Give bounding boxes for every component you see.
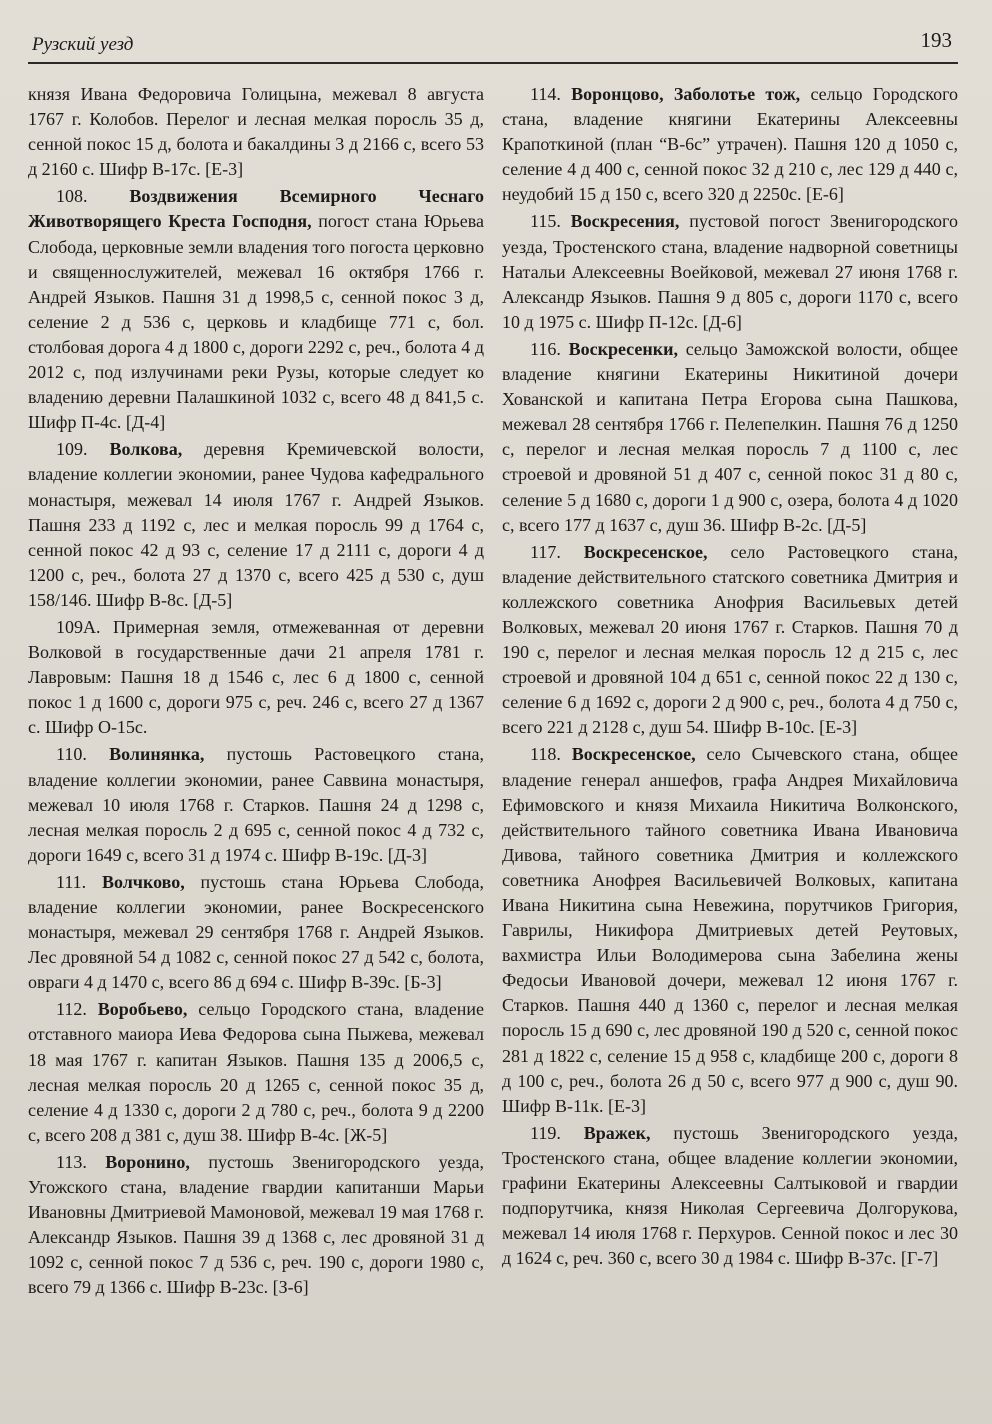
entry-number: 117. bbox=[530, 541, 561, 562]
entry-number: 115. bbox=[530, 211, 561, 232]
entry-number: 111. bbox=[56, 871, 87, 892]
catalog-entry bbox=[502, 337, 958, 538]
catalog-entry bbox=[502, 742, 958, 1118]
entry-text: сельцо Заможской волости, общее владение княгини Екатерины Никитиной дочери Хованской и капитана Петра Егорова сына Пашкова, межевал 28 сентября 1766 г. Пелепелкин. Пашня 76 д 1250 с, перелог и лесная мелкая поросль 7 д 1100 с, лес строевой и дровяной 51 д 407 с, сенной покос 31 д 80 с, селение 5 д 1680 с, дороги 1 д 900 с, озера, болота 4 д 1020 с, всего 177 д 1637 с, душ 36. Шифр В-2с. [Д-5] bbox=[502, 338, 959, 535]
entry-number: 114. bbox=[530, 84, 561, 104]
catalog-entry bbox=[28, 615, 484, 740]
entry-text: село Растовецкого стана, владение действительного статского советника Дмитрия и коллежского советника Анофрия Васильевых детей Волковых, межевал 20 июня 1767 г. Старков. Пашня 70 д 190 с, перелог и лесная мелкая поросль 12 д 215 с, лес строевой и дровяной 104 д 651 с, сенной покос 22 д 130 с, селение 6 д 1692 с, дороги 2 д 900 с, реч., болота 4 д 750 с, всего 221 д 2128 с, душ 54. Шифр В-10с. [Е-3] bbox=[502, 541, 959, 738]
entry-title: Вражек, bbox=[583, 1122, 651, 1143]
entry-title: Воронино, bbox=[105, 1151, 190, 1172]
entry-number: 110. bbox=[56, 744, 87, 765]
page-number: 193 bbox=[920, 28, 952, 52]
catalog-entry bbox=[28, 82, 484, 182]
entry-number: 116. bbox=[530, 338, 561, 359]
entry-number: 112. bbox=[56, 999, 87, 1020]
catalog-entry bbox=[28, 870, 484, 995]
catalog-entry bbox=[502, 209, 958, 334]
entry-text: сельцо Городского стана, владение княгини Екатерины Алексеевны Крапоткиной (план “В-6с” утрачен). Пашня 120 д 1050 с, селение 4 д 400 с, сенной покос 32 д 210 с, лес 129 д 440 с, неудобий 15 д 150 с, всего 320 д 2250с. [Е-6] bbox=[502, 84, 959, 205]
entry-title: Воскресенское, bbox=[571, 744, 696, 765]
text-columns bbox=[28, 82, 958, 1303]
entry-title: Волчково, bbox=[101, 871, 185, 892]
catalog-entry bbox=[28, 1150, 484, 1301]
right-column bbox=[502, 82, 958, 1303]
catalog-entry bbox=[502, 1121, 958, 1272]
entry-title: Воробьево, bbox=[97, 999, 188, 1020]
entry-title: Волинянка, bbox=[109, 744, 205, 765]
entry-text: пустошь стана Юрьева Слобода, владение коллегии экономии, ранее Воскресенского монастыря, межевал 29 сентября 1768 г. Андрей Языков. Лес дровяной 54 д 1082 с, сенной покос 27 д 542 с, болота, овраги 4 д 1470 с, всего 86 д 694 с. Шифр В-39с. [Б-3] bbox=[28, 871, 485, 993]
entry-number: 109. bbox=[56, 439, 88, 460]
catalog-entry bbox=[502, 540, 958, 741]
entry-text: пустошь Звенигородского уезда, Тростенского стана, общее владение коллегии экономии, графини Екатерины Алексеевны Салтыковой и гвардии подпорутчика, князя Николая Сергеевича Долгорукова, межевал 14 июля 1768 г. Перхуров. Сенной покос и лес 30 д 1624 с, реч. 360 с, всего 30 д 1984 с. Шифр В-37с. [Г-7] bbox=[502, 1122, 959, 1269]
entry-title: Воскресенское, bbox=[583, 541, 708, 562]
catalog-entry bbox=[28, 437, 484, 613]
page-header bbox=[28, 22, 958, 64]
entry-text: пустошь Звенигородского уезда, Угожского стана, владение гвардии капитанши Марьи Ивановны Дмитриевой Мамоновой, межевал 19 мая 1768 г. Александр Языков. Пашня 39 д 1368 с, лес дровяной 31 д 1092 с, сенной покос 7 д 536 с, реч. 190 с, дороги 1980 с, всего 79 д 1366 с. Шифр В-23с. [З-6] bbox=[28, 1151, 485, 1298]
catalog-entry bbox=[28, 997, 484, 1148]
catalog-entry bbox=[502, 82, 958, 207]
entry-number: 108. bbox=[56, 186, 88, 207]
entry-title: Воскресенки, bbox=[568, 338, 678, 359]
entry-text: князя Ивана Федоровича Голицына, межевал 8 августа 1767 г. Колобов. Перелог и лесная мелкая поросль 35 д, сенной покос 15 д, болота и бакалдины 3 д 2166 с, всего 53 д 2160 с. Шифр В-17с. [Е-3] bbox=[28, 84, 484, 180]
entry-text: пустовой погост Звенигородского уезда, Тростенского стана, владение надворной советницы Натальи Алексеевны Воейковой, межевал 27 июня 1768 г. Александр Языков. Пашня 9 д 805 с, дороги 1170 с, всего 10 д 1975 с. Шифр П-12с. [Д-6] bbox=[502, 211, 958, 332]
entry-title: Волкова, bbox=[109, 439, 183, 460]
entry-text: 109А. Примерная земля, отмежеванная от деревни Волковой в государственные дачи 21 апреля 1781 г. Лавровым: Пашня 18 д 1546 с, лес 6 д 1800 с, сенной покос 1 д 1600 с, дороги 975 с, реч. 246 с, всего 27 д 1367 с. Шифр О-15с. bbox=[28, 616, 484, 738]
left-column bbox=[28, 82, 484, 1303]
entry-number: 113. bbox=[56, 1151, 87, 1172]
entry-text: пустошь Растовецкого стана, владение коллегии экономии, ранее Саввина монастыря, межевал 10 июля 1768 г. Старков. Пашня 24 д 1298 с, лесная мелкая поросль 2 д 695 с, сенной покос 4 д 732 с, дороги 1649 с, всего 31 д 1974 с. Шифр В-19с. [Д-3] bbox=[28, 744, 485, 865]
entry-number: 119. bbox=[530, 1122, 561, 1143]
entry-title: Воронцово, Заболотье тож, bbox=[571, 84, 801, 104]
entry-number: 118. bbox=[530, 744, 561, 765]
entry-title: Воскресения, bbox=[570, 211, 680, 232]
entry-text: село Сычевского стана, общее владение генерал аншефов, графа Андрея Михайловича Ефимовского и князя Михаила Никитича Волконского, действительного тайного советника Ивана Ивановича Дивова, тайного советника Дмитрия и коллежского советника Анофрея Васильевичей Волковых, капитана Ивана Никитина сына Невежина, порутчиков Григория, Гаврилы, Никифора Дмитриевых детей Реутовых, вахмистра Ильи Володимерова сына Забелина жены Федосьи Ивановой дочери, межевал 12 июня 1767 г. Старков. Пашня 440 д 1360 с, перелог и лесная мелкая поросль 15 д 690 с, лес дровяной 190 д 520 с, сенной покос 281 д 1822 с, селение 15 д 958 с, кладбище 200 с, дороги 8 д 100 с, реч., болота 26 д 50 с, всего 977 д 900 с, душ 90. Шифр В-11к. [Е-3] bbox=[502, 744, 959, 1116]
entry-title: Воздвижения Всемирного Чеснаго Животворящего Креста Господня, bbox=[28, 186, 485, 232]
running-head: Рузский уезд bbox=[32, 34, 134, 55]
entry-text: погост стана Юрьева Слобода, церковные земли владения того погоста церковно и священнослужителей, межевал 16 октября 1766 г. Андрей Языков. Пашня 31 д 1998,5 с, сенной покос 3 д, селение 2 д 536 с, церковь и кладбище 771 с, бол. столбовая дорога 4 д 1800 с, дороги 2292 с, реч., болота 4 д 2012 с, под излучинами реки Рузы, которые следует ко владению деревни Палашкиной 1032 с, всего 48 д 841,5 с. Шифр П-4с. [Д-4] bbox=[28, 211, 484, 433]
entry-text: деревня Кремичевской волости, владение коллегии экономии, ранее Чудова кафедрального монастыря, межевал 14 июля 1767 г. Андрей Языков. Пашня 233 д 1192 с, лес и мелкая поросль 99 д 1764 с, сенной покос 42 д 93 с, селение 17 д 2111 с, дороги 4 д 1200 с, реч., болота 27 д 1370 с, всего 425 д 530 с, душ 158/146. Шифр В-8с. [Д-5] bbox=[28, 439, 485, 610]
entry-text: сельцо Городского стана, владение отставного маиора Иева Федорова сына Пыжева, межевал 18 мая 1767 г. капитан Языков. Пашня 135 д 2006,5 с, лесная мелкая поросль 20 д 1265 с, сенной покос 35 д, селение 4 д 1330 с, дороги 2 д 780 с, реч., болота 9 д 2200 с, всего 208 д 381 с, душ 38. Шифр В-4с. [Ж-5] bbox=[28, 999, 484, 1145]
catalog-entry bbox=[28, 184, 484, 435]
catalog-entry bbox=[28, 742, 484, 867]
